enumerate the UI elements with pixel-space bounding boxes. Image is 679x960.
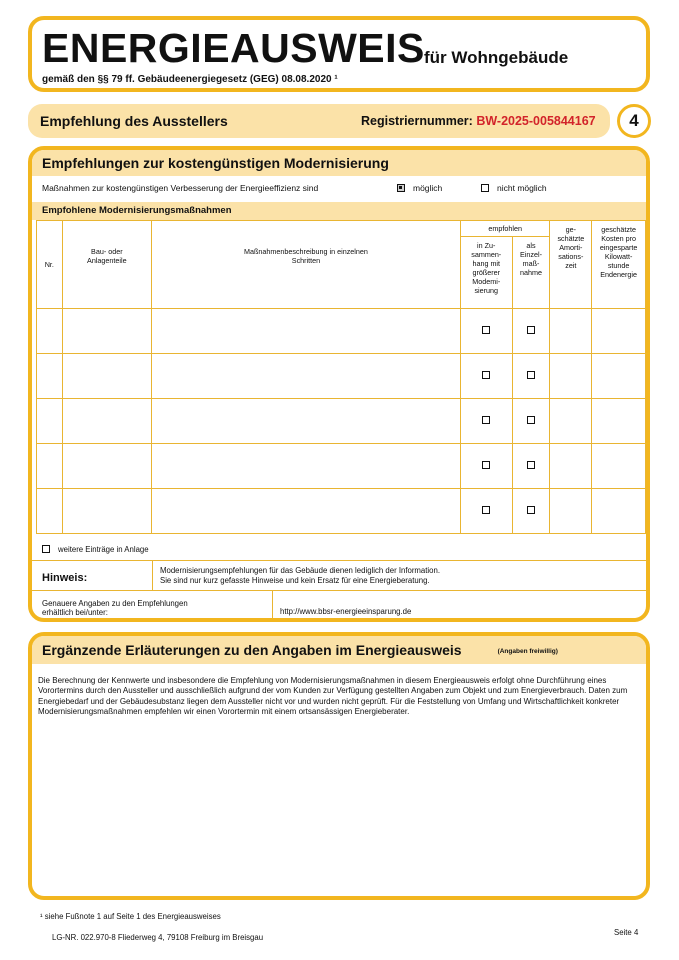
row-nr[interactable] — [37, 354, 63, 399]
page-badge: 4 — [617, 104, 651, 138]
option-possible-label: möglich — [413, 183, 443, 193]
col-recommended: empfohlen — [460, 221, 550, 237]
single-measure-checkbox[interactable] — [527, 461, 535, 469]
row-component[interactable] — [62, 444, 151, 489]
recommended-measures-title: Empfohlene Modernisierungsmaßnahmen — [32, 202, 646, 220]
row-nr[interactable] — [37, 399, 63, 444]
table-row — [37, 489, 646, 534]
registration-number: BW-2025-005844167 — [476, 114, 596, 128]
col-in-context: in Zu-sammen-hang mit größerer Modemi-sierung — [460, 237, 512, 309]
details-url[interactable]: http://www.bbsr-energieeinsparung.de — [280, 607, 412, 616]
details-label — [42, 599, 188, 617]
measures-text: Maßnahmen zur kostengünstigen Verbesserung der Energieeffizienz sind — [42, 183, 319, 193]
row-description[interactable] — [152, 444, 461, 489]
legal-basis: gemäß den §§ 79 ff. Gebäudeenergiegesetz (GEG) 08.08.2020 ¹ — [42, 74, 338, 85]
in-context-checkbox[interactable] — [482, 461, 490, 469]
explanations-section — [28, 632, 650, 900]
note-label: Hinweis: — [42, 572, 88, 584]
row-description[interactable] — [152, 309, 461, 354]
document-subtitle: für Wohngebäude — [424, 48, 569, 67]
issuer-title: Empfehlung des Ausstellers — [40, 113, 228, 129]
table-row — [37, 354, 646, 399]
table-row — [37, 309, 646, 354]
row-amortization[interactable] — [550, 489, 592, 534]
details-line-2: erhältlich bei/unter: — [42, 608, 108, 617]
optional-note: (Angaben freiwillig) — [497, 648, 558, 655]
in-context-checkbox[interactable] — [482, 371, 490, 379]
col-single: als Einzel-maß-nahme — [512, 237, 550, 309]
table-row — [37, 399, 646, 444]
in-context-checkbox[interactable] — [482, 416, 490, 424]
in-context-checkbox[interactable] — [482, 506, 490, 514]
row-component[interactable] — [62, 309, 151, 354]
further-entries[interactable] — [42, 545, 149, 554]
option-possible-checkbox[interactable] — [397, 184, 405, 192]
option-not-possible-checkbox[interactable] — [481, 184, 489, 192]
modernization-title: Empfehlungen zur kostengünstigen Modernisierung — [32, 150, 646, 176]
row-costs[interactable] — [592, 489, 646, 534]
option-possible[interactable] — [397, 183, 442, 193]
row-component[interactable] — [62, 354, 151, 399]
explanations-title: Ergänzende Erläuterungen zu den Angaben im Energieausweis — [42, 642, 462, 658]
row-description[interactable] — [152, 399, 461, 444]
footnote: ¹ siehe Fußnote 1 auf Seite 1 des Energieausweises — [40, 912, 221, 921]
row-component[interactable] — [62, 489, 151, 534]
issuer-address: LG-NR. 022.970-8 Fliederweg 4, 79108 Freiburg im Breisgau — [52, 933, 264, 942]
col-component: Bau- oder Anlagenteile — [62, 221, 151, 309]
in-context-checkbox[interactable] — [482, 326, 490, 334]
col-costs: geschätzte Kosten pro eingesparte Kilowatt-stunde Endenergie — [592, 221, 646, 309]
row-costs[interactable] — [592, 354, 646, 399]
single-measure-checkbox[interactable] — [527, 326, 535, 334]
row-description[interactable] — [152, 489, 461, 534]
divider — [152, 560, 153, 590]
note-line-2: Sie sind nur kurz gefasste Hinweise und kein Ersatz für eine Energieberatung. — [160, 576, 430, 585]
row-nr[interactable] — [37, 309, 63, 354]
col-amortization: ge-schätzte Amorti-sations-zeit — [550, 221, 592, 309]
further-entries-checkbox[interactable] — [42, 545, 50, 553]
explanations-header — [32, 636, 646, 664]
single-measure-checkbox[interactable] — [527, 416, 535, 424]
registration — [361, 114, 596, 128]
row-amortization[interactable] — [550, 444, 592, 489]
explanations-text: Die Berechnung der Kennwerte und insbesondere die Empfehlung von Modernisierungsmaßnahmen in diesem Energieausweis erfolgt ohne Durchführung eines Vorortermins durch den Aussteller und ausschließlich aufgrund der vom Kunden zur Verfügung gestellten Angaben zum Objekt und zum Energieverbrauch. Daten zum Energiebedarf und der Gebäudesubstanz liegen dem Aussteller nicht vor und wurden nicht geprüft. Für die Feststellung von Umfang und Wirtschaftlichkeit konkreter Modernisierungsmaßnahmen empfehlen wir einen Vorortermin mit einem ortsansässigen Energieberater. — [38, 676, 628, 717]
modernization-section — [28, 146, 650, 622]
col-nr: Nr. — [37, 221, 63, 309]
issuer-bar — [28, 104, 610, 138]
row-costs[interactable] — [592, 444, 646, 489]
row-costs[interactable] — [592, 309, 646, 354]
measures-table — [36, 220, 646, 534]
details-line-1: Genauere Angaben zu den Empfehlungen — [42, 599, 188, 608]
single-measure-checkbox[interactable] — [527, 371, 535, 379]
col-description: Maßnahmenbeschreibung in einzelnen Schritten — [152, 221, 461, 309]
row-amortization[interactable] — [550, 354, 592, 399]
page-number: Seite 4 — [614, 928, 639, 937]
divider — [32, 560, 646, 561]
divider — [272, 590, 273, 622]
divider — [32, 590, 646, 591]
row-amortization[interactable] — [550, 309, 592, 354]
row-costs[interactable] — [592, 399, 646, 444]
row-nr[interactable] — [37, 489, 63, 534]
row-description[interactable] — [152, 354, 461, 399]
row-component[interactable] — [62, 399, 151, 444]
row-amortization[interactable] — [550, 399, 592, 444]
option-not-possible-label: nicht möglich — [497, 183, 547, 193]
table-row — [37, 444, 646, 489]
option-not-possible[interactable] — [481, 183, 547, 193]
registration-label: Registriernummer: — [361, 114, 473, 128]
certificate-header — [28, 16, 650, 92]
document-title: ENERGIEAUSWEIS — [42, 25, 425, 71]
note-text — [160, 566, 440, 586]
row-nr[interactable] — [37, 444, 63, 489]
single-measure-checkbox[interactable] — [527, 506, 535, 514]
note-line-1: Modernisierungsempfehlungen für das Gebäude dienen lediglich der Information. — [160, 566, 440, 575]
further-entries-label: weitere Einträge in Anlage — [58, 545, 149, 554]
